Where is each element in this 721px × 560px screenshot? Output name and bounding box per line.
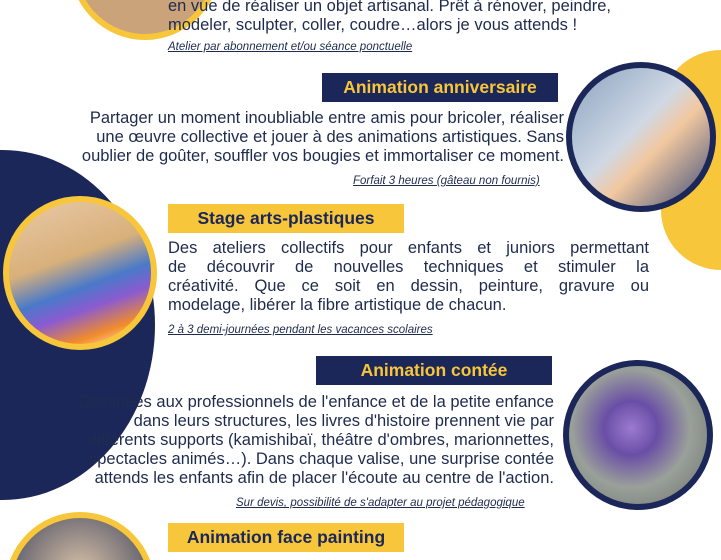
intro-note: Atelier par abonnement et/ou séance ponctuelle <box>168 41 413 53</box>
birthday-line: une œuvre collective et jouer à des animations artistiques. Sans <box>96 128 564 146</box>
arts-line: de découvrir de nouvelles techniques et stimuler la <box>168 258 649 276</box>
tale-line: attends les enfants afin de placer l'écoute au centre de l'action. <box>94 469 554 487</box>
intro-line: modeler, sculpter, coller, coudre…alors je vous attends ! <box>168 16 578 34</box>
tale-line: dans leurs structures, les livres d'histoire prennent vie par <box>133 412 554 430</box>
birthday-text <box>8 109 564 166</box>
face-painting-photo <box>5 512 155 560</box>
birthday-party-photo <box>566 62 716 212</box>
tale-text <box>14 393 554 488</box>
arts-note: 2 à 3 demi-journées pendant les vacances scolaires <box>168 324 433 336</box>
intro-text <box>168 0 628 35</box>
puppet-photo <box>563 360 713 510</box>
tale-line: spectacles animés…). Dans chaque valise, une surprise contée <box>89 450 554 468</box>
tale-note: Sur devis, possibilité de s'adapter au projet pédagogique <box>236 497 525 509</box>
birthday-note: Forfait 3 heures (gâteau non fournis) <box>353 175 540 187</box>
arts-line: créativité. Que ce soit en dessin, peinture, gravure ou <box>168 277 649 295</box>
arts-line: modelage, libérer la fibre artistique de chacun. <box>168 296 507 314</box>
tale-title: Animation contée <box>316 356 552 385</box>
arts-line: Des ateliers collectifs pour enfants et juniors permettant <box>168 239 649 257</box>
birthday-line: Partager un moment inoubliable entre amis pour bricoler, réaliser <box>89 109 564 127</box>
birthday-line: oublier de goûter, souffler vos bougies et immortaliser ce moment. <box>81 147 564 165</box>
face-title: Animation face painting <box>168 523 404 552</box>
arts-title: Stage arts-plastiques <box>168 204 404 233</box>
arts-plastiques-photo <box>3 196 157 350</box>
tale-line: différents supports (kamishibaï, théâtre d'ombres, marionnettes, <box>88 431 554 449</box>
tale-line: Destinées aux professionnels de l'enfance et de la petite enfance <box>78 393 554 411</box>
intro-line: en vue de réaliser un objet artisanal. Prêt à rénover, peindre, <box>168 0 612 15</box>
birthday-title: Animation anniversaire <box>322 73 558 102</box>
arts-text <box>168 239 649 315</box>
